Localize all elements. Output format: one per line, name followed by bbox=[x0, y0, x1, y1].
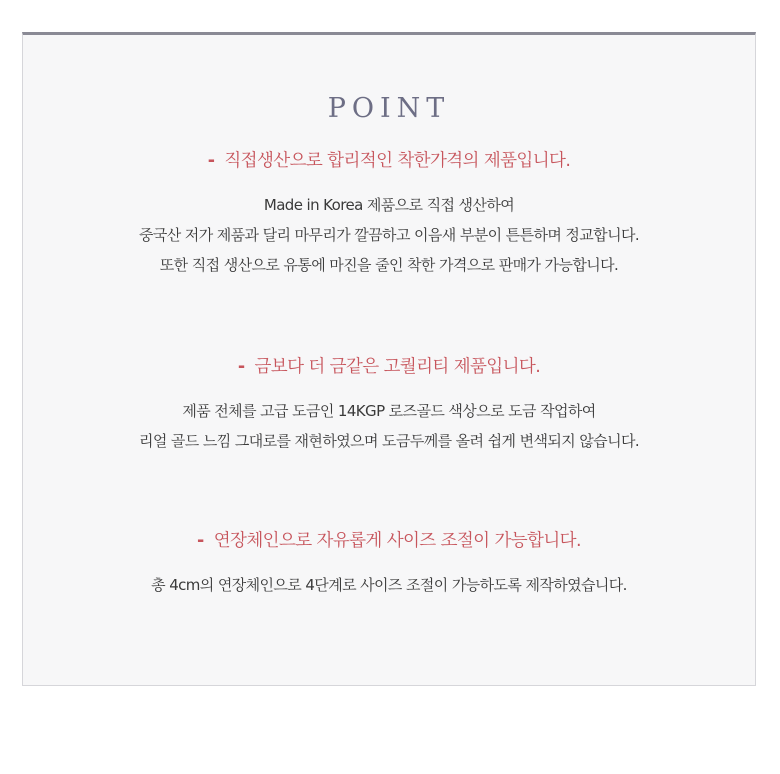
body-line: Made in Korea 제품으로 직접 생산하여 bbox=[263, 196, 515, 214]
body-line: 제품 전체를 고급 도금인 14KGP 로즈골드 색상으로 도금 작업하여 bbox=[182, 402, 596, 420]
body-line: 또한 직접 생산으로 유통에 마진을 줄인 착한 가격으로 판매가 가능합니다. bbox=[159, 256, 619, 274]
body-line: 중국산 저가 제품과 달리 마무리가 깔끔하고 이음새 부분이 튼튼하며 정교합니다. bbox=[138, 226, 640, 244]
point-section-extension-chain bbox=[23, 529, 755, 600]
dash-bullet-icon: - bbox=[207, 151, 215, 171]
section-body bbox=[23, 396, 755, 456]
headline-text: 금보다 더 금같은 고퀄리티 제품입니다. bbox=[254, 357, 541, 377]
section-headline bbox=[23, 355, 755, 379]
point-panel bbox=[22, 32, 756, 686]
point-section-gold-quality bbox=[23, 355, 755, 456]
point-title: POINT bbox=[327, 93, 451, 124]
point-section-direct-production bbox=[23, 149, 755, 280]
section-headline bbox=[23, 529, 755, 553]
dash-bullet-icon: - bbox=[197, 531, 204, 551]
section-headline bbox=[23, 149, 755, 173]
headline-text: 연장체인으로 자유롭게 사이즈 조절이 가능합니다. bbox=[213, 531, 581, 551]
dash-bullet-icon: - bbox=[237, 357, 245, 377]
body-line: 리얼 골드 느낌 그대로를 재현하였으며 도금두께를 올려 쉽게 변색되지 않습니다. bbox=[138, 432, 640, 450]
section-body bbox=[23, 570, 755, 600]
headline-text: 직접생산으로 합리적인 착한가격의 제품입니다. bbox=[224, 151, 571, 171]
section-body bbox=[23, 190, 755, 280]
body-line: 총 4cm의 연장체인으로 4단계로 사이즈 조절이 가능하도록 제작하였습니다. bbox=[151, 576, 627, 594]
